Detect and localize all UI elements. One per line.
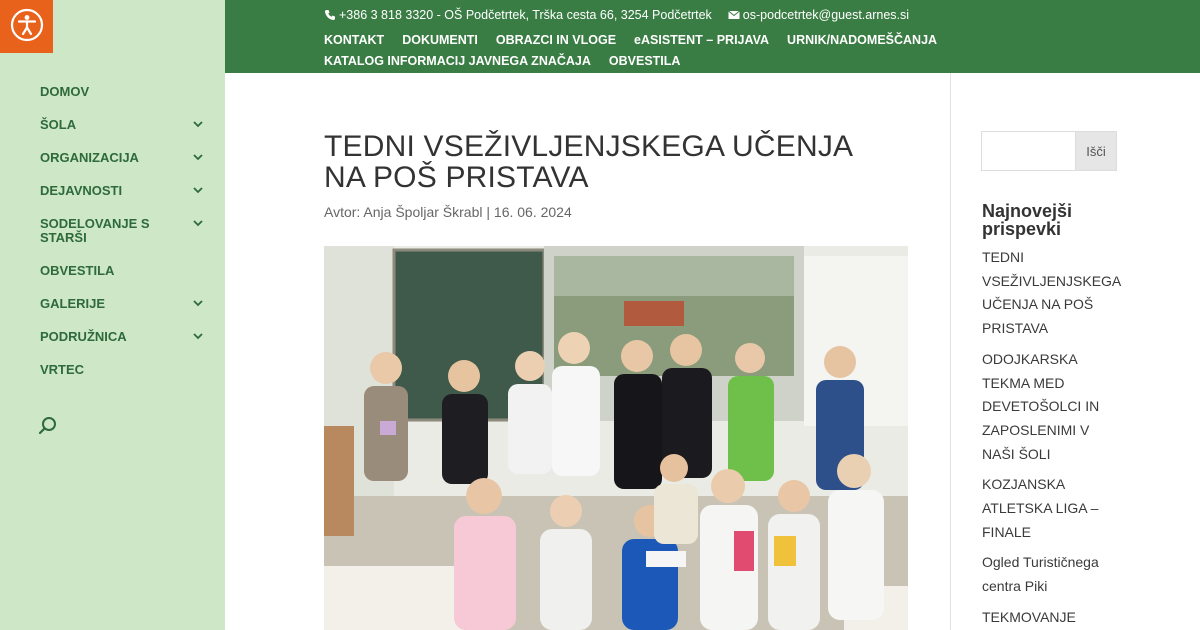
- contact-text: +386 3 818 3320 - OŠ Podčetrtek, Trška cesta 66, 3254 Podčetrtek: [339, 8, 712, 22]
- chevron-down-icon[interactable]: [192, 297, 204, 309]
- phone-icon: [324, 9, 336, 21]
- sidebar-item-obvestila[interactable]: [40, 264, 208, 278]
- sidebar-item-podruznica[interactable]: [40, 330, 208, 344]
- top-navigation: [324, 29, 964, 71]
- sidebar-item-vrtec[interactable]: [40, 363, 208, 377]
- sidebar-item-domov[interactable]: [40, 85, 208, 99]
- sidebar-item-galerije[interactable]: [40, 297, 208, 311]
- recent-post-link[interactable]: TEKMOVANJE: [982, 608, 1076, 625]
- sidebar-item-label: OBVESTILA: [40, 263, 115, 278]
- chevron-down-icon[interactable]: [192, 118, 204, 130]
- topnav-obvestila[interactable]: OBVESTILA: [608, 53, 681, 68]
- sidebar-item-label: SODELOVANJE S STARŠI: [40, 216, 150, 245]
- search-button[interactable]: Išči: [1075, 131, 1117, 171]
- accessibility-icon: [10, 8, 44, 46]
- topnav-kontakt[interactable]: KONTAKT: [324, 32, 385, 47]
- sidebar-item-label: PODRUŽNICA: [40, 329, 127, 344]
- accessibility-button[interactable]: [0, 0, 53, 53]
- email-link[interactable]: os-podcetrtek@guest.arnes.si: [742, 8, 910, 22]
- sidebar-item-label: VRTEC: [40, 362, 85, 377]
- main-content: [225, 73, 950, 630]
- topnav-dokumenti[interactable]: DOKUMENTI: [402, 32, 478, 47]
- sidebar-item-sola[interactable]: [40, 118, 208, 132]
- chevron-down-icon[interactable]: [192, 151, 204, 163]
- recent-post-link[interactable]: ODOJKARSKA TEKMA MED DEVETOŠOLCI IN ZAPOSLENIMI V NAŠI ŠOLI: [982, 350, 1100, 462]
- sidebar-menu: [40, 85, 208, 377]
- sidebar-item-sodelovanje[interactable]: [40, 217, 208, 245]
- mail-icon: [728, 9, 740, 21]
- sidebar-item-dejavnosti[interactable]: [40, 184, 208, 198]
- search-input[interactable]: [981, 131, 1076, 171]
- post-title: TEDNI VSEŽIVLJENJSKEGA UČENJA NA POŠ PRISTAVA: [324, 130, 852, 194]
- topnav-katalog[interactable]: KATALOG INFORMACIJ JAVNEGA ZNAČAJA: [324, 53, 591, 68]
- sidebar-item-label: ORGANIZACIJA: [40, 150, 139, 165]
- sidebar-item-label: DEJAVNOSTI: [40, 183, 123, 198]
- chevron-down-icon[interactable]: [192, 330, 204, 342]
- top-header-bar: [225, 0, 1200, 73]
- topnav-easistent[interactable]: eASISTENT – PRIJAVA: [634, 32, 770, 47]
- contact-info: [324, 8, 909, 22]
- chevron-down-icon[interactable]: [192, 184, 204, 196]
- sidebar-item-label: DOMOV: [40, 84, 90, 99]
- recent-post-link[interactable]: Ogled Turističnega centra Piki: [982, 554, 1099, 595]
- chevron-down-icon[interactable]: [192, 217, 204, 229]
- recent-post-link[interactable]: TEDNI VSEŽIVLJENJSKEGA UČENJA NA POŠ PRISTAVA: [982, 249, 1121, 337]
- topnav-urnik[interactable]: URNIK/NADOMEŠČANJA: [787, 32, 938, 47]
- recent-posts-list: [982, 246, 1122, 630]
- content-divider: [950, 73, 951, 630]
- sidebar: [0, 0, 225, 630]
- recent-post-link[interactable]: KOZJANSKA ATLETSKA LIGA – FINALE: [982, 476, 1099, 540]
- sidebar-item-label: GALERIJE: [40, 296, 106, 311]
- recent-posts-title: Najnovejši prispevki: [982, 201, 1073, 239]
- post-meta: Avtor: Anja Špoljar Škrabl | 16. 06. 2024: [324, 204, 572, 220]
- search-icon[interactable]: [38, 416, 58, 436]
- post-featured-image: [324, 246, 908, 630]
- sidebar-item-organizacija[interactable]: [40, 151, 208, 165]
- topnav-obrazci[interactable]: OBRAZCI IN VLOGE: [495, 32, 617, 47]
- sidebar-item-label: ŠOLA: [40, 117, 77, 132]
